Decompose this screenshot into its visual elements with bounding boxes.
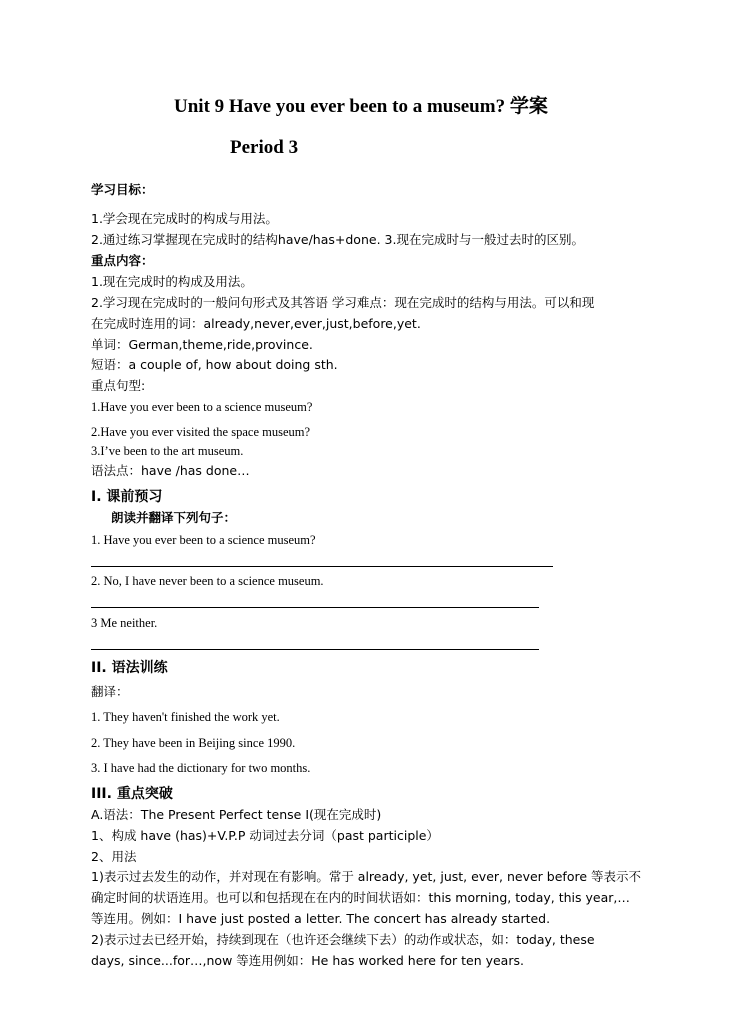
section-3-heading: III. 重点突破 — [91, 786, 173, 802]
vocabulary-words: 单词：German,theme,ride,province. — [91, 337, 313, 352]
key-sentences-heading: 重点句型: — [91, 378, 146, 393]
key-content-2-line2: 在完成时连用的词：already,never,ever,just,before,yet. — [91, 316, 421, 331]
objectives-heading: 学习目标： — [91, 182, 154, 197]
translate-sentence-1: 1. They haven't finished the work yet. — [91, 710, 280, 724]
key-content-heading: 重点内容： — [91, 253, 154, 268]
translate-sentence-3: 3. I have had the dictionary for two months. — [91, 761, 311, 775]
translate-label: 翻译： — [91, 684, 129, 699]
answer-line-1 — [91, 566, 553, 567]
preview-question-3: 3 Me neither. — [91, 616, 158, 630]
usage-2-line1: 2)表示过去已经开始，持续到现在（也许还会继续下去）的动作或状态，如：today, these — [91, 932, 595, 947]
key-sentence-1: 1.Have you ever been to a science museum? — [91, 400, 313, 414]
section-2-heading: II. 语法训练 — [91, 660, 168, 676]
objective-1: 1.学会现在完成时的构成与用法。 — [91, 211, 278, 226]
key-sentence-2: 2.Have you ever visited the space museum? — [91, 425, 311, 439]
formation: 1、构成 have (has)+V.P.P 动词过去分词（past participle） — [91, 828, 439, 843]
usage-1-line3: 等连用。例如：I have just posted a letter. The concert has already started. — [91, 911, 551, 926]
answer-line-3 — [91, 649, 539, 650]
key-content-2-line1: 2.学习现在完成时的一般问句形式及其答语 学习难点：现在完成时的结构与用法。可以和现 — [91, 295, 595, 310]
grammar-a: A.语法：The Present Perfect tense I(现在完成时) — [91, 807, 382, 822]
key-content-1: 1.现在完成时的构成及用法。 — [91, 274, 253, 289]
vocabulary-phrases: 短语：a couple of, how about doing sth. — [91, 357, 338, 372]
usage-1-line2: 确定时间的状语连用。也可以和包括现在在内的时间状语如：this morning, today, this year,… — [91, 890, 630, 905]
preview-question-1: 1. Have you ever been to a science museum? — [91, 533, 316, 547]
translate-sentence-2: 2. They have been in Beijing since 1990. — [91, 736, 296, 750]
answer-line-2 — [91, 607, 539, 608]
usage-1-line1: 1)表示过去发生的动作，并对现在有影响。常于 already, yet, just, ever, never before 等表示不 — [91, 869, 642, 884]
key-sentence-3: 3.I’ve been to the art museum. — [91, 444, 244, 458]
period-title: Period 3 — [230, 137, 299, 158]
section-1-instruction: 朗读并翻译下列句子： — [111, 510, 237, 525]
page-title: Unit 9 Have you ever been to a museum? 学案 — [174, 96, 548, 117]
usage-2-line2: days, since...for…,now 等连用例如：He has worked here for ten years. — [91, 953, 524, 968]
objective-2: 2.通过练习掌握现在完成时的结构have/has+done. 3.现在完成时与一般过去时的区别。 — [91, 232, 584, 247]
grammar-point: 语法点：have /has done… — [91, 463, 250, 478]
preview-question-2: 2. No, I have never been to a science museum. — [91, 574, 324, 588]
usage-heading: 2、用法 — [91, 849, 137, 864]
section-1-heading: I. 课前预习 — [91, 489, 163, 505]
